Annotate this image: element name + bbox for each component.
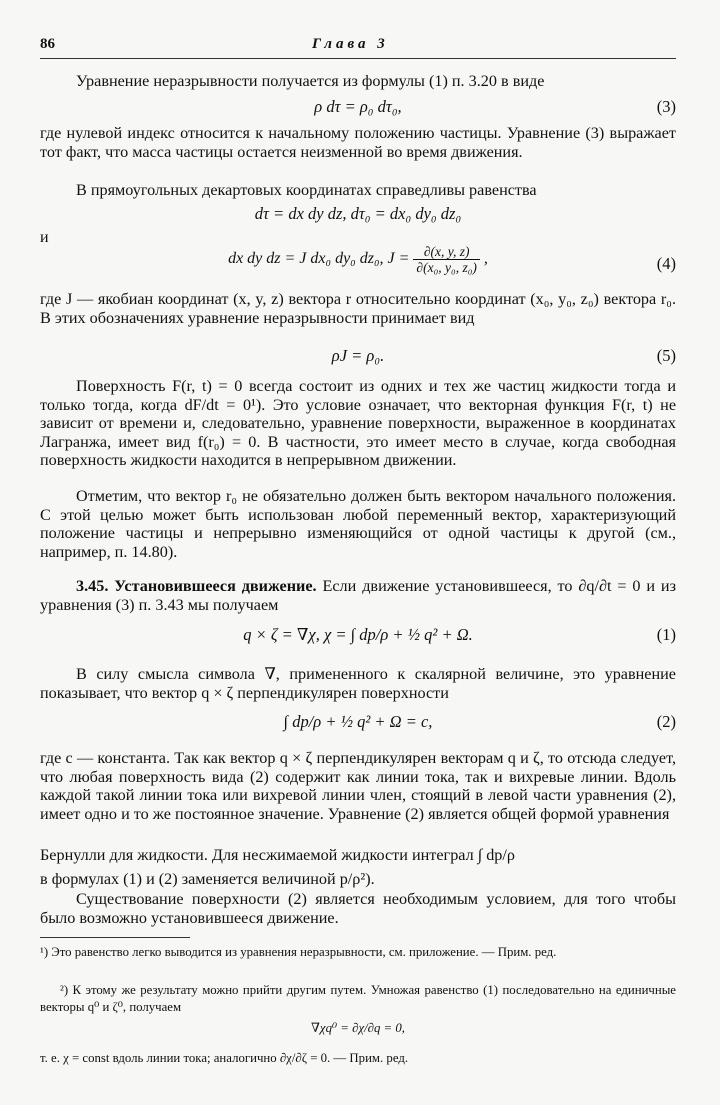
equation-4-left: dx dy dz = J dx₀ dy₀ dz₀, J = — [228, 250, 410, 268]
paragraph-constant: где c — константа. Так как вектор q × ζ перпендикулярен векторам q и ζ, то отсюда следует, что любая поверхность вида (2) содержит как линии тока, так и вихревые линии. Вдоль каждой такой линии тока или вихревой линии член, стоящий в левой части уравнения (2), имеет одно и то же постоянное значение. Уравнение (2) является общей формой уравнения — [40, 749, 676, 823]
paragraph-vector-r0: Отметим, что вектор r₀ не обязательно должен быть вектором начального положения. С этой целью может быть использован любой переменный вектор, характеризующий положение частицы и непрерывно изменяющийся от одной частицы к другой (см., например, п. 14.80). — [40, 487, 676, 561]
chapter-title: Глава 3 — [312, 36, 389, 52]
equation-4-tail: , — [483, 250, 488, 268]
steady-motion-text: Если движение установившееся, то ∂q/∂t = 0 и из уравнения (3) п. 3.43 мы получаем — [40, 577, 676, 614]
equation-3: ρ dτ = ρ₀ dτ₀, — [314, 97, 402, 116]
equation-2: ∫ dp/ρ + ½ q² + Ω = c, — [283, 712, 433, 731]
footnote-2-end: т. е. χ = const вдоль линии тока; аналогично ∂χ/∂ζ = 0. — Прим. ред. — [40, 1051, 409, 1065]
jacobian-denominator: ∂(x₀, y₀, z₀) — [416, 260, 477, 275]
paragraph-jacobian: где J — якобиан координат (x, y, z) вектора r относительно координат (x₀, y₀, z₀) вектора r₀. В этих обозначениях уравнение неразрывности принимает вид — [40, 290, 676, 327]
equation-4 — [40, 244, 676, 275]
equation-3-number: (3) — [656, 97, 676, 116]
footnote-2-equation: ∇χq⁰ = ∂χ/∂q = 0, — [311, 1021, 405, 1035]
paragraph-steady-motion — [40, 577, 676, 614]
equation-5: ρJ = ρ₀. — [331, 346, 385, 365]
paragraph-bernoulli: Бернулли для жидкости. Для несжимаемой жидкости интеграл ∫ dp/ρ — [40, 846, 515, 864]
section-heading: 3.45. Установившееся движение. — [76, 577, 317, 595]
paragraph-cartesian: В прямоугольных декартовых координатах справедливы равенства — [76, 181, 537, 199]
equation-dtau: dτ = dx dy dz, dτ₀ = dx₀ dy₀ dz₀ — [254, 204, 462, 223]
equation-1-number: (1) — [656, 625, 676, 644]
equation-1: q × ζ = ∇χ, χ = ∫ dp/ρ + ½ q² + Ω. — [243, 625, 473, 644]
conjunction-and: и — [40, 229, 49, 246]
footnote-1: ¹) Это равенство легко выводится из уравнения неразрывности, см. приложение. — Прим. ред. — [40, 945, 557, 959]
paragraph-existence: Существование поверхности (2) является необходимым условием, для того чтобы было возможно установившееся движение. — [40, 890, 676, 927]
paragraph-replacement: в формулах (1) и (2) заменяется величиной p/ρ²). — [40, 870, 375, 888]
paragraph-surface: Поверхность F(r, t) = 0 всегда состоит из одних и тех же частиц жидкости тогда и только тогда, когда dF/dt = 0¹). Это условие означает, что векторная функция F(r, t) не зависит от времени и, следовательно, уравнение поверхности, выраженное в координатах Лагранжа, имеет вид f(r₀) = 0. В частности, это имеет место в случае, когда свободная поверхность жидкости находится в непрерывном движении. — [40, 377, 676, 469]
equation-5-number: (5) — [656, 346, 676, 365]
equation-4-number: (4) — [656, 254, 676, 273]
paragraph-zero-index: где нулевой индекс относится к начальному положению частицы. Уравнение (3) выражает тот факт, что масса частицы остается неизменной во время движения. — [40, 124, 676, 161]
footnote-rule — [40, 937, 190, 938]
footnote-2: ²) К этому же результату можно прийти другим путем. Умножая равенство (1) последовательно на единичные векторы q⁰ и ζ⁰, получаем — [40, 983, 676, 1014]
page-number: 86 — [40, 36, 55, 52]
jacobian-numerator: ∂(x, y, z) — [413, 244, 479, 260]
jacobian-fraction — [413, 244, 479, 275]
paragraph-nabla: В силу смысла символа ∇, примененного к скалярной величине, это уравнение показывает, что вектор q × ζ перпендикулярен поверхности — [40, 665, 676, 702]
header-rule — [40, 58, 676, 59]
paragraph-continuity-intro: Уравнение неразрывности получается из формулы (1) п. 3.20 в виде — [76, 72, 545, 90]
equation-2-number: (2) — [656, 712, 676, 731]
